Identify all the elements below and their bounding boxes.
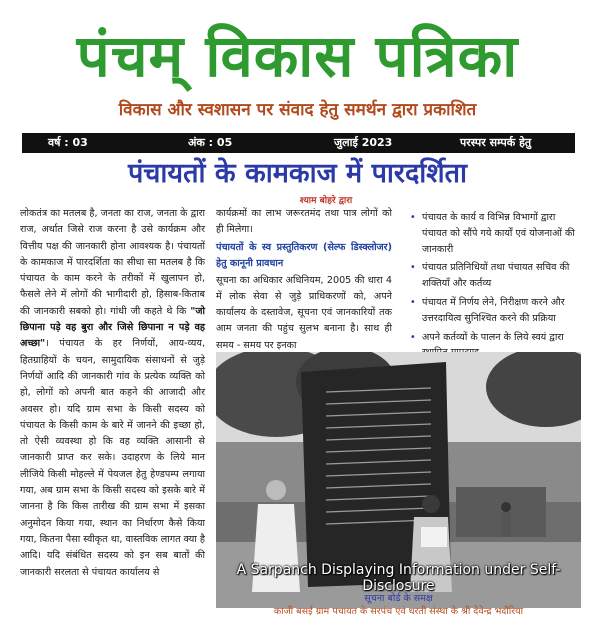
list-item: • अपने कर्तव्यों के पालन के लिये स्वयं द्वारा xyxy=(410,330,582,362)
issue-bar xyxy=(22,133,575,153)
bullet-icon: • xyxy=(410,262,416,274)
disclosure-bullet-list xyxy=(410,210,582,364)
article-column-1 xyxy=(20,206,205,581)
bullet-icon: • xyxy=(410,296,416,308)
issue-number: अंक : 05 xyxy=(188,136,233,149)
column-2-subheading: पंचायतों के स्व प्रस्तुतिकरण (सेल्फ डिस्क्लोजर) हेतु कानूनी प्रावधान xyxy=(216,242,392,270)
list-item: • पंचायत के कार्य व विभिन्न विभागों द्वारा पंचायत को सौंपे गये कार्यों एवं योजनाओं की जानकारी xyxy=(410,212,575,255)
article-column-2 xyxy=(216,240,392,354)
list-item: • पंचायत में निर्णय लेने, निरीक्षण करने और उत्तरदायित्व सुनिश्चित करने की प्रक्रिया xyxy=(410,296,565,324)
photo-caption-english: A Sarpanch Displaying Information under Self-Disclosure xyxy=(236,562,561,594)
article-column-2-top xyxy=(216,206,392,239)
bullet-icon: • xyxy=(410,331,416,343)
column-2-paragraph-1: कार्यक्रमों का लाभ जरूरतमंद तथा पात्र लोगों को ही मिलेगा। xyxy=(216,208,392,236)
article-byline: श्याम बोहरे द्वारा xyxy=(299,196,353,206)
column-1-paragraph-2: । पंचायत के हर निर्णयों, आय-व्यय, हितग्राहियों के चयन, सामुदायिक संसाधनों से जुड़े निर्णयों आदि की जानकारी गांव के प्रत्येक व्यक्ति को हो, लोगों को अपनी बात कहने की आजादी और अवसर हो। यदि ग्राम सभा के किसी सदस्य को पंचायत के किसी काम के बारे में जानने की इच्छा हो, तो ऐसी व्यवस्था हो कि वह व्यक्ति आसानी से जानकारी प्राप्त कर सके। उदाहरण के लिये मान लीजिये किसी मोहल्ले में पेयजल हेतु हेण्डपम्प लगाया गया, अब ग्राम सभा के किसी सदस्य को इसके बारे में जानना है कि किस तारीख की ग्राम सभा में इसका अनुमोदन किया गया, स्थान का निर्धारण कैसे किया गया, कितना पैसा स्वीकृत था, वास्तविक लागत क्या है आदि। यदि संबंधित सदस्य को इन सब बातों की जानकारी सरलता से पंचायत कार्यालय से xyxy=(20,338,205,578)
article-headline: पंचायतों के कामकाज में पारदर्शिता xyxy=(127,158,468,189)
bullet-icon: • xyxy=(410,212,416,223)
gandhi-quote: "जो छिपाना पड़े वह बुरा और जिसे छिपाना न पड़े वह अच्छा" xyxy=(20,305,205,350)
issue-year: वर्ष : 03 xyxy=(48,136,88,149)
issue-date: जुलाई 2023 xyxy=(334,136,393,149)
masthead-title: पंचम् विकास पत्रिका xyxy=(76,22,519,90)
list-item: • पंचायत प्रतिनिधियों तथा पंचायत सचिव की शक्तियाँ और कर्तव्य xyxy=(410,262,570,290)
sarpanch-photo xyxy=(216,352,581,608)
masthead-tagline: विकास और स्वशासन पर संवाद हेतु समर्थन द्वारा प्रकाशित xyxy=(118,100,477,120)
issue-note: परस्पर सम्पर्क हेतु xyxy=(460,136,532,149)
photo-caption-hindi-1: सूचना बोर्ड के समक्ष xyxy=(364,593,433,604)
column-2-paragraph-2: सूचना का अधिकार अधिनियम, 2005 की धारा 4 में लोक सेवा से जुड़े प्राधिकरणों को, अपने कार्यालय के दस्तावेज, सूचना एवं जानकारियों तक आम जनता की पहुंच सुलभ बनाना है। साथ ही समय - समय पर इनका xyxy=(216,274,392,351)
column-1-paragraph-1: लोकतंत्र का मतलब है, जनता का राज, जनता के द्वारा राज, अर्थात जिसे राज करना है उसे कार्यक्रम और वित्तीय पक्ष की जानकारी होना आवश्यक है। पंचायतों के कामकाज में पारदर्शिता का सीधा सा मतलब है कि पंचायत के काम करने के तरीकों में खुलापन हो, फैसले लेने में लोगों की भागीदारी हो, हिसाब-किताब की जानकारी सबको हो। गांधी जी कहते थे कि xyxy=(20,208,205,317)
photo-caption-hindi-2: काजी बसई ग्राम पचायत के सरपंच एवं धरती संस्था के श्री देवेन्द्र भदौरिया xyxy=(273,606,524,617)
